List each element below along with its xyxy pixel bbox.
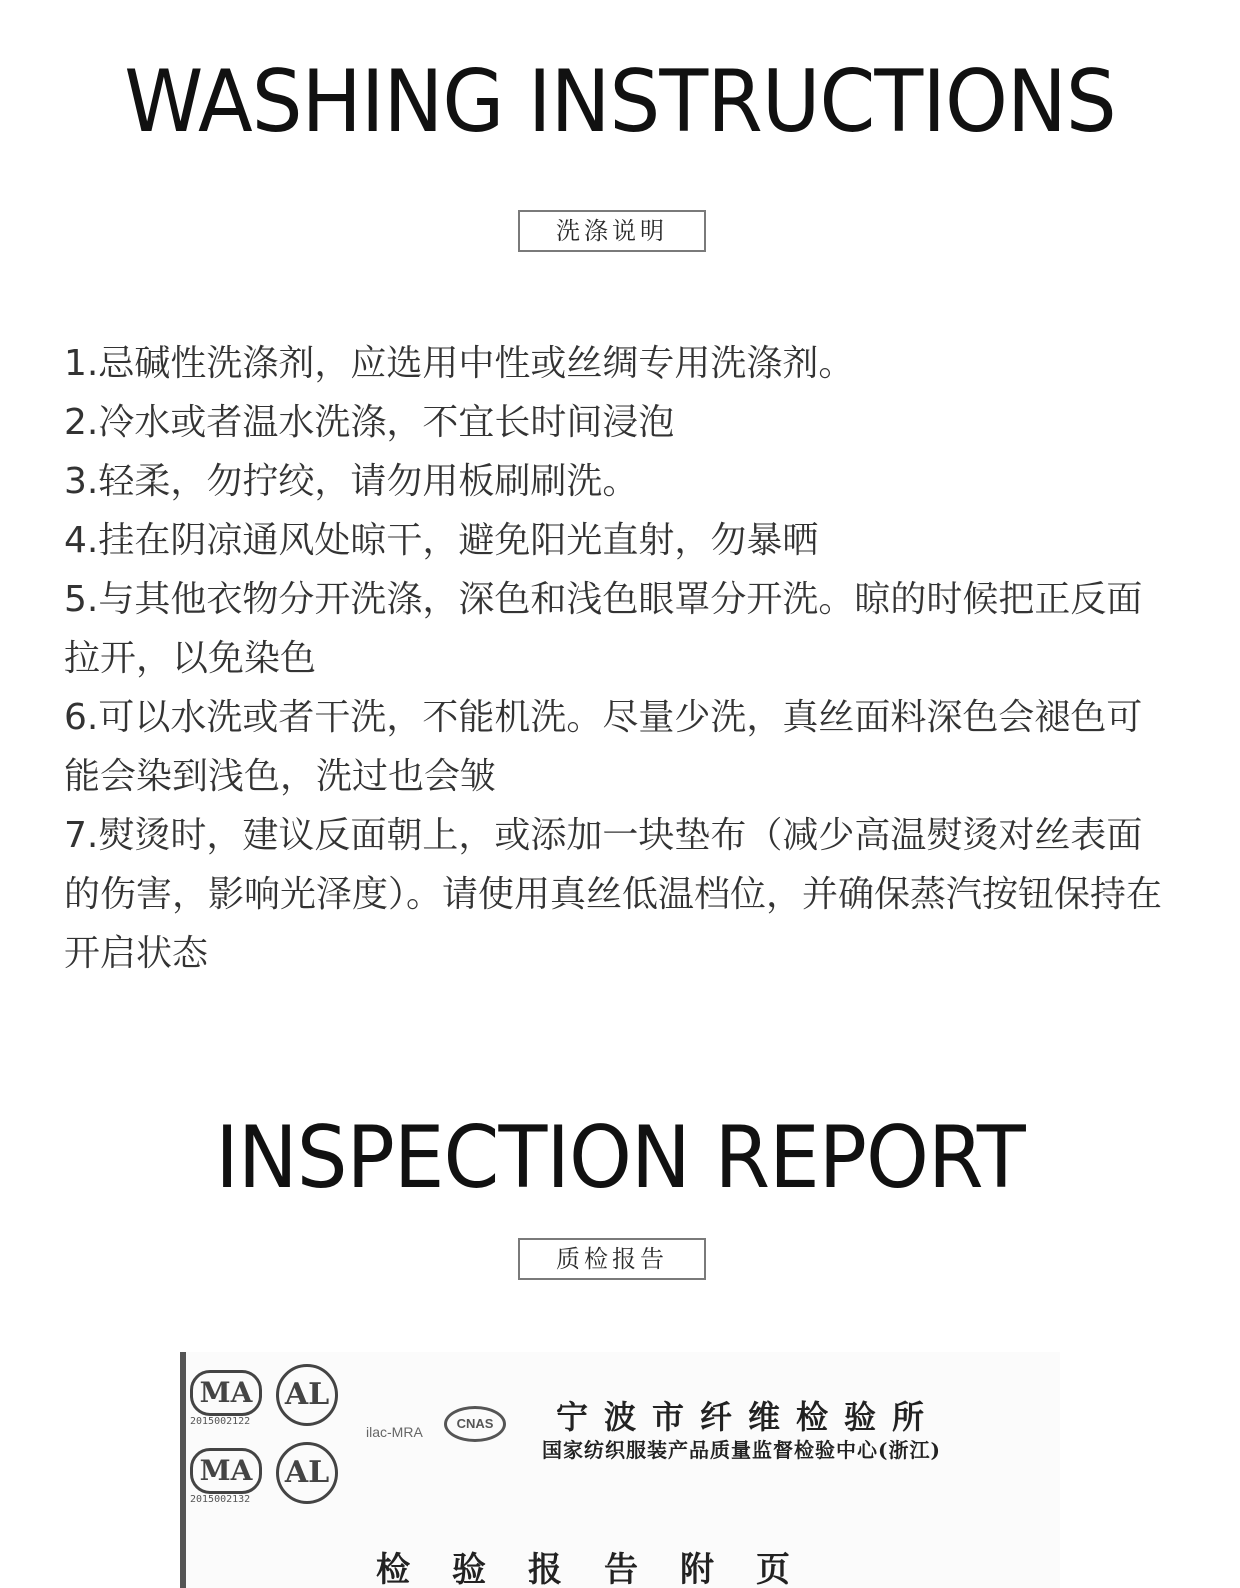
instruction-item: 3.轻柔，勿拧绞，请勿用板刷刷洗。 [64,461,639,502]
instruction-item: 2.冷水或者温水洗涤，不宜长时间浸泡 [64,402,675,443]
inspection-report-scan [180,1352,1060,1588]
seal-number: 2015002122 [190,1416,251,1427]
inspection-report-title: INSPECTION REPORT [215,1108,1025,1208]
inspection-report-subtitle: 质检报告 [518,1238,706,1280]
scan-edge [180,1352,186,1588]
seal-number: 2015002132 [190,1494,251,1505]
instruction-item: 1.忌碱性洗涤剂，应选用中性或丝绸专用洗涤剂。 [64,343,855,384]
inspection-center-name: 国家纺织服装产品质量监督检验中心(浙江) [542,1438,941,1462]
cma-seal-icon: MA [190,1448,262,1494]
instruction-item: 6.可以水洗或者干洗，不能机洗。尽量少洗，真丝面料深色会褪色可能会染到浅色，洗过也会皱 [64,697,1143,797]
instruction-item: 5.与其他衣物分开洗涤，深色和浅色眼罩分开洗。晾的时候把正反面拉开，以免染色 [64,579,1143,679]
ilac-mra-logo: ilac-MRA [366,1424,423,1440]
cal-seal-icon: AL [276,1364,338,1426]
cma-seal-icon: MA [190,1370,262,1416]
instruction-item: 4.挂在阴凉通风处晾干，避免阳光直射，勿暴晒 [64,520,819,561]
washing-instructions-subtitle: 洗涤说明 [518,210,706,252]
institute-name: 宁波市纤维检验所 [556,1398,941,1436]
report-appendix-title: 检验报告附页 [376,1550,832,1588]
cnas-logo-icon: CNAS [444,1406,506,1442]
instruction-item: 7.熨烫时，建议反面朝上，或添加一块垫布（减少高温熨烫对丝表面的伤害，影响光泽度）。请使用真丝低温档位，并确保蒸汽按钮保持在开启状态 [64,815,1163,974]
cal-seal-icon: AL [276,1442,338,1504]
washing-instructions-list [64,334,1174,983]
washing-instructions-title: WASHING INSTRUCTIONS [124,52,1116,152]
